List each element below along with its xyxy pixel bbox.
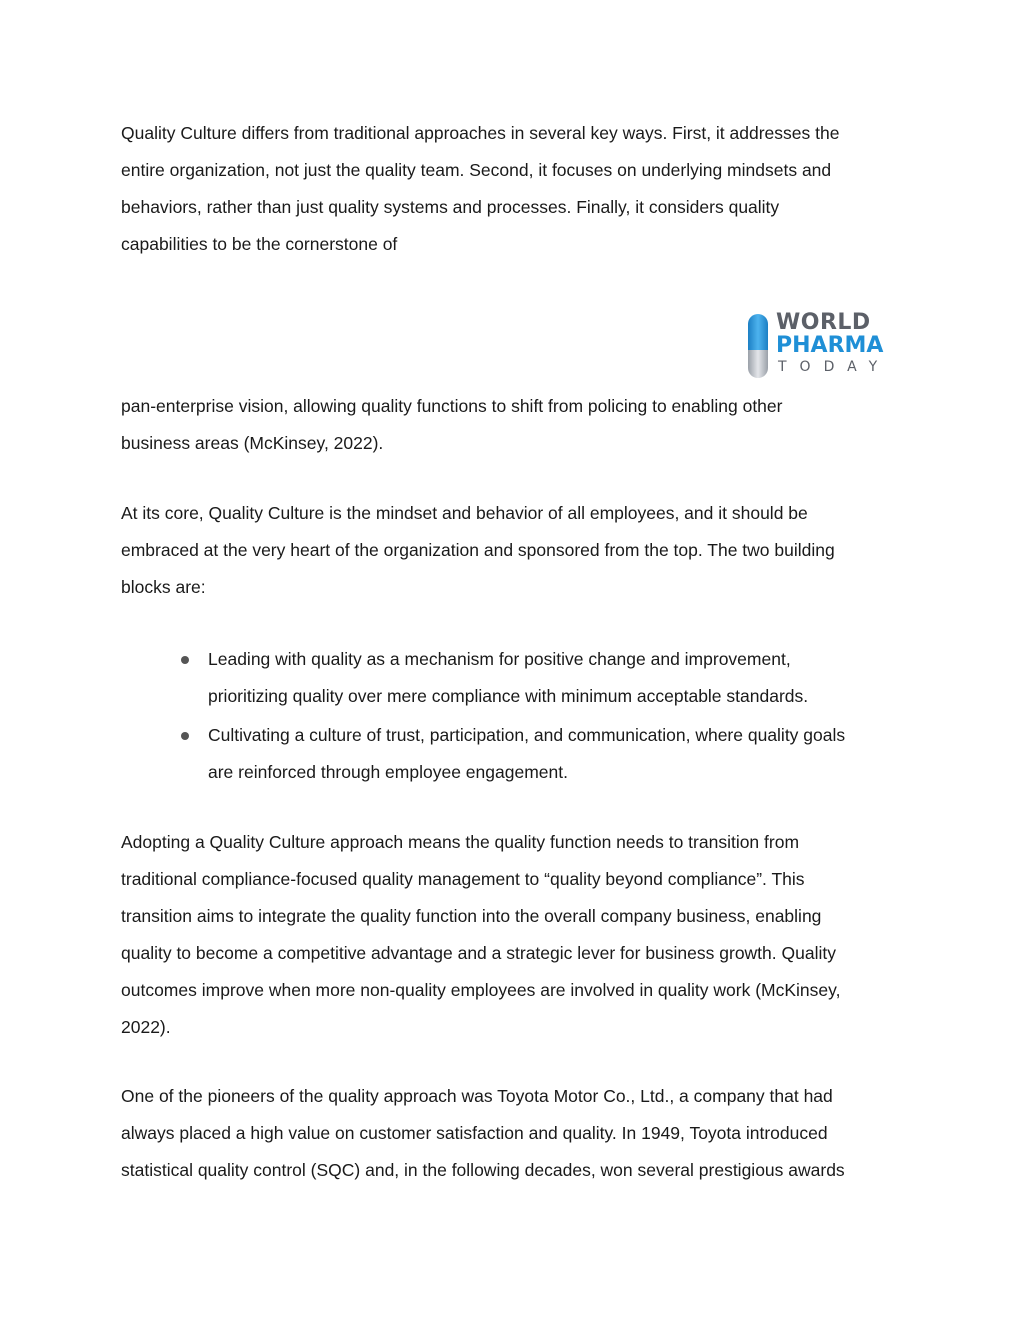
paragraph-1-cont-line-1: pan-enterprise vision, allowing quality functions to shift from policing to enabling other	[121, 396, 783, 416]
paragraph-1-line-4: capabilities to be the cornerstone of	[121, 234, 398, 254]
bullet-1-line-2: prioritizing quality over mere compliance with minimum acceptable standards.	[208, 686, 809, 706]
paragraph-3-line-3: transition aims to integrate the quality function into the overall company business, enabling	[121, 906, 822, 926]
bullet-dot-2	[181, 732, 189, 740]
paragraph-3-line-5: outcomes improve when more non-quality employees are involved in quality work (McKinsey,	[121, 980, 841, 1000]
paragraph-1-line-2: entire organization, not just the quality team. Second, it focuses on underlying mindsets and	[121, 160, 832, 180]
bullet-2-line-1: Cultivating a culture of trust, participation, and communication, where quality goals	[208, 725, 846, 745]
paragraph-3-line-2: traditional compliance-focused quality management to “quality beyond compliance”. This	[121, 869, 805, 889]
paragraph-1-cont-line-2: business areas (McKinsey, 2022).	[121, 433, 384, 453]
paragraph-4-line-2: always placed a high value on customer satisfaction and quality. In 1949, Toyota introduced	[121, 1123, 828, 1143]
paragraph-3-line-4: quality to become a competitive advantage and a strategic lever for business growth. Quality	[121, 943, 836, 963]
bullet-dot-1	[181, 656, 189, 664]
paragraph-2-line-3: blocks are:	[121, 577, 206, 597]
logo-word-world: WORLD	[776, 310, 871, 335]
paragraph-4-line-3: statistical quality control (SQC) and, in the following decades, won several prestigious awards	[121, 1160, 845, 1180]
logo-word-today: TODAY	[778, 359, 891, 375]
capsule-icon	[748, 314, 768, 378]
paragraph-1-line-3: behaviors, rather than just quality systems and processes. Finally, it considers quality	[121, 197, 780, 217]
world-pharma-today-logo	[743, 304, 903, 386]
bullet-2-line-2: are reinforced through employee engagement.	[208, 762, 568, 782]
paragraph-3-line-6: 2022).	[121, 1017, 171, 1037]
paragraph-3-line-1: Adopting a Quality Culture approach means the quality function needs to transition from	[121, 832, 800, 852]
paragraph-4-line-1: One of the pioneers of the quality approach was Toyota Motor Co., Ltd., a company that had	[121, 1086, 833, 1106]
paragraph-2-line-2: embraced at the very heart of the organization and sponsored from the top. The two building	[121, 540, 835, 560]
logo-word-pharma: PHARMA	[776, 333, 884, 358]
bullet-1-line-1: Leading with quality as a mechanism for positive change and improvement,	[208, 649, 791, 669]
paragraph-2-line-1: At its core, Quality Culture is the mindset and behavior of all employees, and it should be	[121, 503, 808, 523]
paragraph-1-line-1: Quality Culture differs from traditional approaches in several key ways. First, it addresses the	[121, 123, 840, 143]
